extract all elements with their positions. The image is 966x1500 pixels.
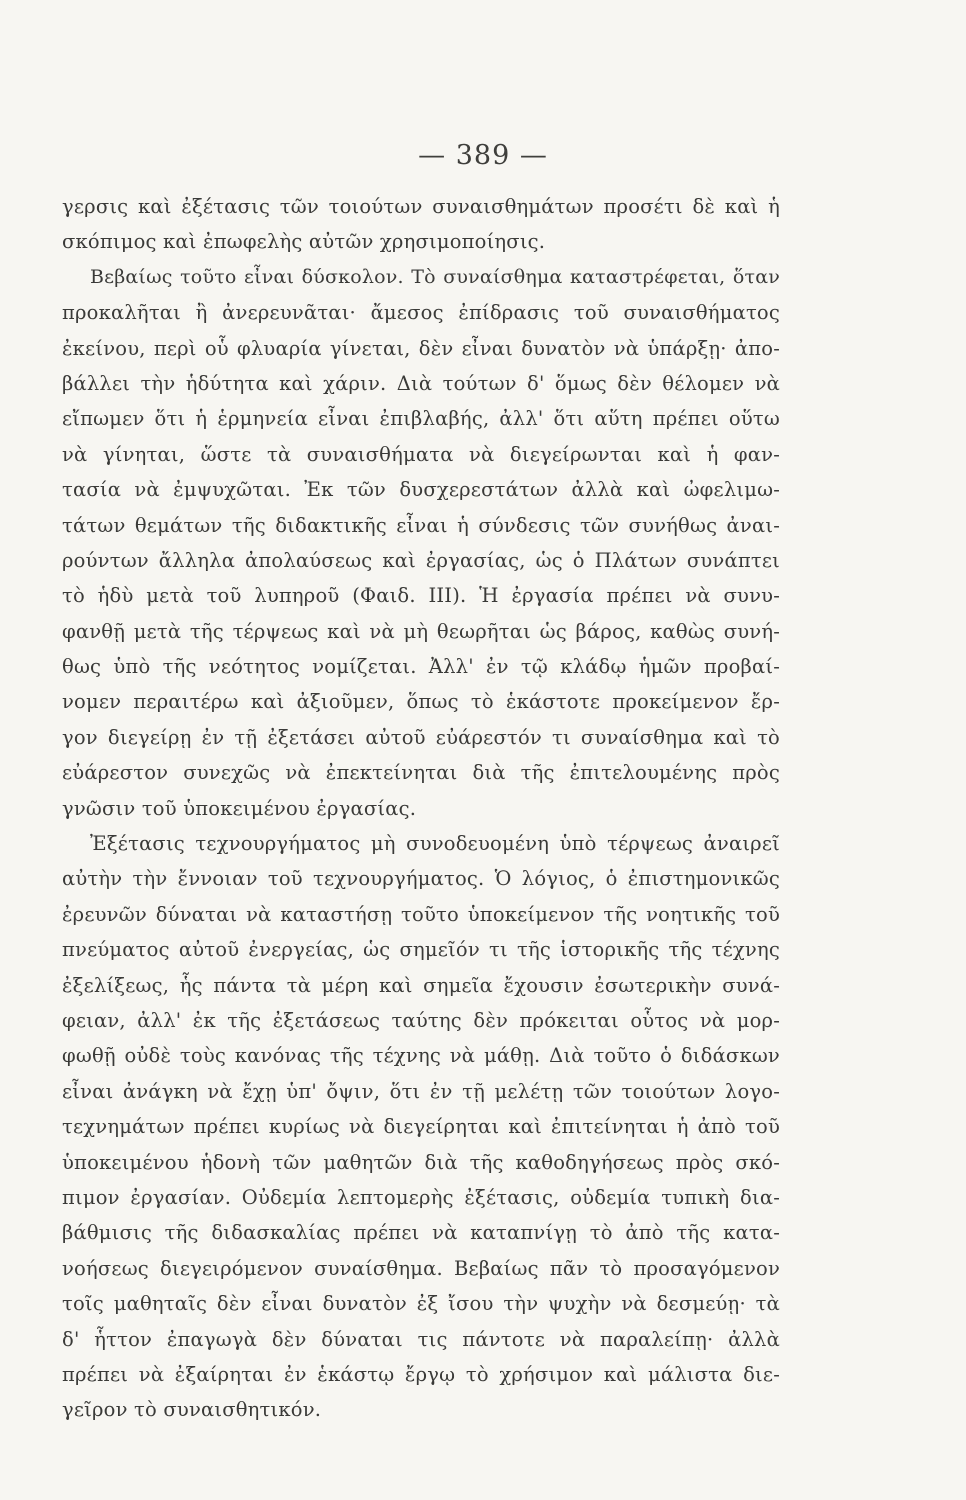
body-text: [62, 189, 780, 1428]
paragraph-start-line: Ἐξέτασις τεχνουργήματος μὴ συνοδευομένη ὑπὸ τέρψεως ἀναιρεῖ: [90, 832, 780, 856]
text-line: ὑποκειμένου ἡδονὴ τῶν μαθητῶν διὰ τῆς καθοδηγήσεως πρὸς σκό-: [62, 1150, 780, 1174]
page-number: — 389 —: [418, 140, 548, 171]
text-line: τεχνημάτων πρέπει κυρίως νὰ διεγείρηται καὶ ἐπιτείνηται ἡ ἀπὸ τοῦ: [62, 1115, 780, 1139]
text-line: ἐκείνου, περὶ οὗ φλυαρία γίνεται, δὲν εἶναι δυνατὸν νὰ ὑπάρξῃ· ἀπο-: [62, 336, 780, 360]
text-line: ἐρευνῶν δύναται νὰ καταστήσῃ τοῦτο ὑποκείμενον τῆς νοητικῆς τοῦ: [62, 902, 780, 926]
text-line: σκόπιμος καὶ ἐπωφελὴς αὐτῶν χρησιμοποίησις.: [62, 230, 546, 254]
text-line: γνῶσιν τοῦ ὑποκειμένου ἐργασίας.: [62, 796, 417, 820]
paragraph-start-line: Βεβαίως τοῦτο εἶναι δύσκολον. Τὸ συναίσθημα καταστρέφεται, ὅταν: [90, 265, 780, 288]
text-line: τοῖς μαθηταῖς δὲν εἶναι δυνατὸν ἐξ ἴσου τὴν ψυχὴν νὰ δεσμεύῃ· τὰ: [62, 1292, 780, 1316]
text-line: βάθμισις τῆς διδασκαλίας πρέπει νὰ καταπνίγῃ τὸ ἀπὸ τῆς κατα-: [62, 1221, 780, 1245]
text-line: γον διεγείρῃ ἐν τῇ ἐξετάσει αὐτοῦ εὐάρεστόν τι συναίσθημα καὶ τὸ: [62, 725, 780, 749]
text-line: νομεν περαιτέρω καὶ ἀξιοῦμεν, ὅπως τὸ ἑκάστοτε προκείμενον ἔρ-: [62, 690, 780, 714]
text-line: τὸ ἡδὺ μετὰ τοῦ λυπηροῦ (Φαιδ. III). Ἡ ἐργασία πρέπει νὰ συνυ-: [62, 584, 780, 608]
text-line: ρούντων ἄλληλα ἀπολαύσεως καὶ ἐργασίας, ὡς ὁ Πλάτων συνάπτει: [62, 548, 780, 572]
text-line: προκαλῆται ἢ ἀνερευνᾶται· ἄμεσος ἐπίδρασις τοῦ συναισθήματος: [62, 301, 780, 325]
text-line: νὰ γίνηται, ὥστε τὰ συναισθήματα νὰ διεγείρωνται καὶ ἡ φαν-: [62, 442, 780, 466]
text-line: τάτων θεμάτων τῆς διδακτικῆς εἶναι ἡ σύνδεσις τῶν συνήθως ἀναι-: [62, 513, 780, 537]
text-line: φανθῇ μετὰ τῆς τέρψεως καὶ νὰ μὴ θεωρῆται ὡς βάρος, καθὼς συνή-: [62, 619, 780, 643]
text-line: εὐάρεστον συνεχῶς νὰ ἐπεκτείνηται διὰ τῆς ἐπιτελουμένης πρὸς: [62, 761, 780, 785]
text-line: θως ὑπὸ τῆς νεότητος νομίζεται. Ἀλλ' ἐν τῷ κλάδῳ ἡμῶν προβαί-: [62, 655, 780, 679]
text-line: τασία νὰ ἐμψυχῶται. Ἐκ τῶν δυσχερεστάτων ἀλλὰ καὶ ὠφελιμω-: [62, 478, 780, 502]
text-line: γερσις καὶ ἐξέτασις τῶν τοιούτων συναισθημάτων προσέτι δὲ καὶ ἡ: [62, 195, 780, 218]
text-line: πρέπει νὰ ἐξαίρηται ἐν ἑκάστῳ ἔργῳ τὸ χρήσιμον καὶ μάλιστα διε-: [62, 1362, 780, 1386]
text-line: φειαν, ἀλλ' ἐκ τῆς ἐξετάσεως ταύτης δὲν πρόκειται οὗτος νὰ μορ-: [62, 1008, 780, 1032]
text-line: φωθῇ οὐδὲ τοὺς κανόνας τῆς τέχνης νὰ μάθῃ. Διὰ τοῦτο ὁ διδάσκων: [62, 1044, 780, 1068]
text-line: δ' ἧττον ἐπαγωγὰ δὲν δύναται τις πάντοτε νὰ παραλείπῃ· ἀλλὰ: [62, 1327, 780, 1351]
text-line: ἐξελίξεως, ἧς πάντα τὰ μέρη καὶ σημεῖα ἔχουσιν ἐσωτερικὴν συνά-: [62, 973, 780, 997]
text-line: γεῖρον τὸ συναισθητικόν.: [62, 1398, 322, 1422]
text-line: πνεύματος αὐτοῦ ἐνεργείας, ὡς σημεῖόν τι τῆς ἱστορικῆς τῆς τέχνης: [62, 938, 780, 962]
text-line: αὐτὴν τὴν ἔννοιαν τοῦ τεχνουργήματος. Ὁ λόγιος, ὁ ἐπιστημονικῶς: [62, 867, 780, 891]
text-line: βάλλει τὴν ἡδύτητα καὶ χάριν. Διὰ τούτων δ' ὅμως δὲν θέλομεν νὰ: [62, 371, 780, 395]
text-line: εἶναι ἀνάγκη νὰ ἔχῃ ὑπ' ὄψιν, ὅτι ἐν τῇ μελέτῃ τῶν τοιούτων λογο-: [62, 1079, 780, 1103]
text-line: εἴπωμεν ὅτι ἡ ἑρμηνεία εἶναι ἐπιβλαβής, ἀλλ' ὅτι αὕτη πρέπει οὕτω: [62, 407, 780, 431]
text-line: νοήσεως διεγειρόμενον συναίσθημα. Βεβαίως πᾶν τὸ προσαγόμενον: [62, 1256, 780, 1280]
text-line: πιμον ἐργασίαν. Οὐδεμία λεπτομερὴς ἐξέτασις, οὐδεμία τυπικὴ δια-: [62, 1185, 780, 1209]
